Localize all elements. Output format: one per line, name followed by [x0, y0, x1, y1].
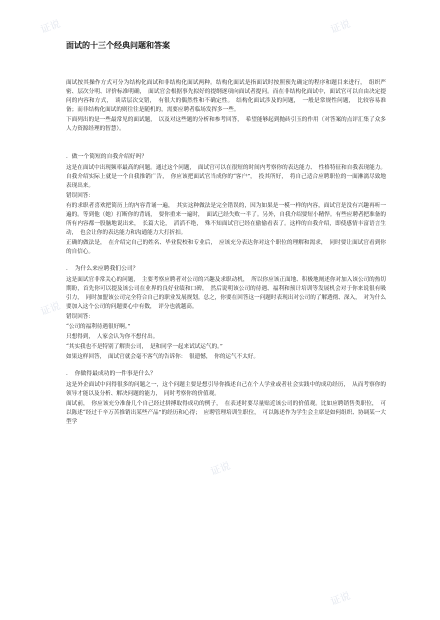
watermark-text: 证说 — [209, 460, 232, 478]
answer-paragraph: 正确的做法是， 在介绍完自己的姓名、毕业院校和专业后， 应该充分表达你对这个职位的理解和渴求， 同时要让面试官看到你的自信心。 — [66, 240, 386, 255]
watermark-text: 证说 — [39, 300, 62, 318]
question-heading: ． 你做得最成功的一件事是什么？ — [66, 371, 156, 377]
intro-paragraph: 面试按其操作方式可分为结构化面试和非结构化面试两种。结构化面试是指面试时按照预先确定的程序和题目来进行， 组织严密、层次分明、评价标准明确， 面试官会根据事先拟好的提纲逐项向面试者提问。而在非结构化面试中，面试官可以自由决定提问的内容和方式， 谈话层次交错， 有很大的偶然性和不确定性。 结构化面试涉及的问题， 一般是常规性问题， 比较容易准备；而非结构化面试的则往往是随机的，需要应聘者临场发挥多一些。 — [66, 80, 386, 113]
answer-paragraph: 这是外企面试中问得很多的问题之一，这个问题主要是想引导你描述自己在个人学业或者社会实践中的成功经历， 从而考察你的领导才能以及分析、解决问题的能力， 同时考察你的价值观。 — [66, 382, 386, 397]
answer-paragraph: 有的求职者喜欢把简历上的内容背诵一遍， 其实这种做法是完全错误的，因为如果是一模一样的内容，面试官是没有兴趣再听一遍的。等到他（她）打断你的背诵， 要你重来一遍时， 面试已经失败一半了。另外，自我介绍要短小精悍。有些应聘者把准备的所有内容都一股脑地说出来， 长篇大论， 滔滔不绝， 殊不知面试官已经在偷偷看表了。这样的自我介绍，即使感情丰富语言生动， 也会让你的表达能力和沟通能力大打折扣。 — [66, 203, 386, 236]
spacer — [66, 135, 386, 145]
intro-paragraph: 下面列出的是一些最常见的面试题， 以及对这些题的分析和参考回答， 希望能够起到抛砖引玉的作用（对答案的点评汇集了众多人力资源经理的智慧）。 — [66, 117, 386, 132]
answer-paragraph: “其实我也不是特别了解贵公司， 是和同学一起来试试运气的。” — [66, 344, 223, 350]
watermark-text: 证说 — [39, 18, 62, 36]
answer-paragraph: 面试前， 你应该充分准备几个自己经过拼搏取得成功的例子， 在表述时要尽量贴近该公司的价值观。比如应聘销售类职位， 可以陈述“经过千辛万苦推销出某些产品”的经历和心得； 应聘管理培训生职位， 可以陈述作为学生会主席是如何组织、协调某一大型学 — [66, 401, 386, 425]
watermark-text: 证说 — [329, 18, 352, 36]
question-heading: ．做一个简短的自我介绍好吗？ — [66, 154, 148, 160]
answer-paragraph: 只想得到， 人家会认为你不想付出。 — [66, 334, 159, 340]
question-heading: ． 为什么来应聘我们公司？ — [66, 266, 139, 272]
answer-paragraph: 这是面试官非常关心的问题， 主要考察应聘者对公司的兴趣及求职动机， 所以你应该正面地、积极地阐述你对加入该公司的热切期盼，首先你可以提及该公司在业界的良好业绩和口碑， 然后说明该公司的待遇、福利和预计培训等发展机会对于你来说很有吸引力， 同时加盟该公司完全符合自己的职业发展规划。总之，你要在回答这一问题时表现出对公司的了解透彻、深入， 对为什么要加入这个公司的问题要心中有数， 评分也就越高。 — [66, 277, 386, 310]
document-page — [66, 40, 386, 428]
answer-paragraph: 错误回答： — [66, 193, 94, 199]
answer-paragraph: “公司的福利待遇很好啊。” — [66, 324, 131, 330]
document-title: 面试的十三个经典问题和答案 — [66, 41, 170, 50]
answer-paragraph: 如果这样回答， 面试官就会毫不客气的告诉你： 很遗憾， 你的运气不太好。 — [66, 354, 259, 360]
answer-paragraph: 这是在面试中出现频率最高的问题。通过这个问题， 面试官可以在很短的时间内考察你的表达能力、 性格特征和自我表现能力。自我介绍实际上就是一个自我推销广告， 你应该把面试官当成你的“客户”， 投其所好， 将自己适合应聘职位的一面淋漓尽致地表现出来。 — [66, 165, 386, 189]
watermark-text: 证说 — [329, 590, 352, 608]
answer-paragraph: 错误回答： — [66, 314, 94, 320]
